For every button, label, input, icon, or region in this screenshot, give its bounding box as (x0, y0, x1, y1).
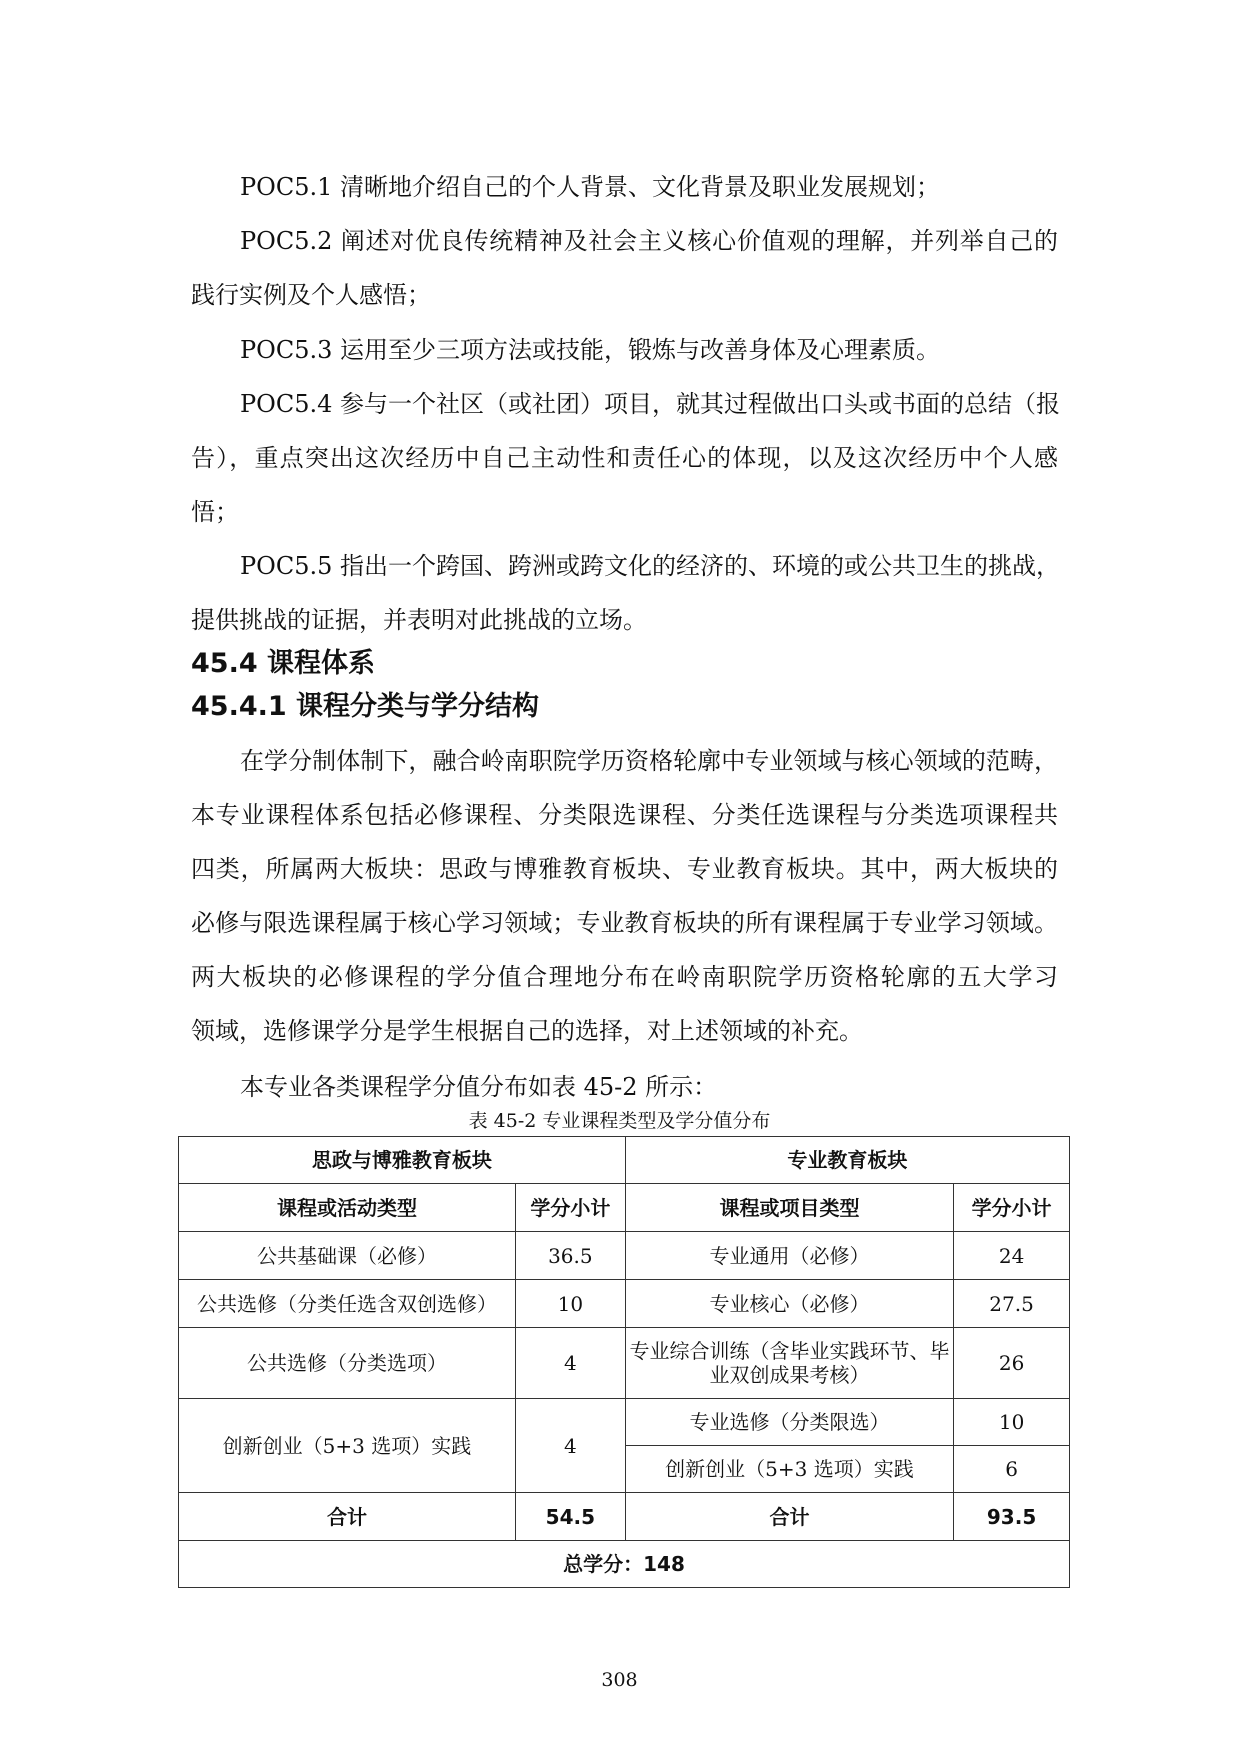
credit: 24 (954, 1232, 1070, 1280)
credit: 10 (954, 1399, 1070, 1446)
credit: 4 (515, 1328, 625, 1399)
credit-table (178, 1136, 1070, 1588)
text-line: 践行实例及个人感悟； (191, 281, 431, 309)
table-row (179, 1280, 1070, 1328)
course-type: 专业选修（分类限选） (625, 1399, 953, 1446)
text-line: 告），重点突出这次经历中自己主动性和责任心的体现，以及这次经历中个人感 (191, 444, 1058, 472)
text-line: POC5.5 指出一个跨国、跨洲或跨文化的经济的、环境的或公共卫生的挑战， (240, 552, 1060, 580)
text-line: POC5.1 清晰地介绍自己的个人背景、文化背景及职业发展规划； (240, 173, 940, 201)
course-type: 专业核心（必修） (625, 1280, 953, 1328)
column-header: 学分小计 (954, 1184, 1070, 1232)
table-caption: 表 45-2 专业课程类型及学分值分布 (468, 1110, 771, 1132)
table-row (179, 1232, 1070, 1280)
text-line: 提供挑战的证据，并表明对此挑战的立场。 (191, 606, 647, 634)
text-line: 四类，所属两大板块：思政与博雅教育板块、专业教育板块。其中，两大板块的 (191, 855, 1058, 883)
credit: 36.5 (515, 1232, 625, 1280)
credit: 26 (954, 1328, 1070, 1399)
text-line: 悟； (191, 498, 239, 526)
column-header: 学分小计 (515, 1184, 625, 1232)
course-type: 专业综合训练（含毕业实践环节、毕业双创成果考核） (625, 1328, 953, 1399)
total-value: 93.5 (954, 1493, 1070, 1541)
total-label: 合计 (179, 1493, 516, 1541)
text-line: 两大板块的必修课程的学分值合理地分布在岭南职院学历资格轮廓的五大学习 (191, 963, 1058, 991)
credit: 10 (515, 1280, 625, 1328)
total-label: 合计 (625, 1493, 953, 1541)
grand-total: 总学分：148 (179, 1541, 1070, 1588)
total-value: 54.5 (515, 1493, 625, 1541)
text-line: POC5.3 运用至少三项方法或技能，锻炼与改善身体及心理素质。 (240, 336, 940, 364)
column-header: 课程或活动类型 (179, 1184, 516, 1232)
page-number: 308 (601, 1669, 638, 1691)
course-type: 公共基础课（必修） (179, 1232, 516, 1280)
text-line: 必修与限选课程属于核心学习领域；专业教育板块的所有课程属于专业学习领域。 (191, 909, 1058, 937)
text-line: 本专业课程体系包括必修课程、分类限选课程、分类任选课程与分类选项课程共 (191, 801, 1058, 829)
subsection-heading: 45.4.1 课程分类与学分结构 (191, 691, 540, 722)
course-type: 创新创业（5+3 选项）实践 (625, 1446, 953, 1493)
column-header: 课程或项目类型 (625, 1184, 953, 1232)
table-row (179, 1399, 1070, 1446)
course-type: 公共选修（分类选项） (179, 1328, 516, 1399)
credit: 4 (515, 1399, 625, 1493)
text-line: POC5.2 阐述对优良传统精神及社会主义核心价值观的理解，并列举自己的 (240, 227, 1058, 255)
text-line: POC5.4 参与一个社区（或社团）项目，就其过程做出口头或书面的总结（报 (240, 390, 1060, 418)
credit: 27.5 (954, 1280, 1070, 1328)
credit: 6 (954, 1446, 1070, 1493)
block-header-right: 专业教育板块 (625, 1137, 1069, 1184)
course-type: 专业通用（必修） (625, 1232, 953, 1280)
text-line: 领域，选修课学分是学生根据自己的选择，对上述领域的补充。 (191, 1017, 863, 1045)
course-type: 公共选修（分类任选含双创选修） (179, 1280, 516, 1328)
block-header-left: 思政与博雅教育板块 (179, 1137, 626, 1184)
table-row (179, 1328, 1070, 1399)
text-line: 在学分制体制下，融合岭南职院学历资格轮廓中专业领域与核心领域的范畴， (240, 747, 1058, 775)
course-type: 创新创业（5+3 选项）实践 (179, 1399, 516, 1493)
total-row (179, 1493, 1070, 1541)
table-intro: 本专业各类课程学分值分布如表 45-2 所示： (240, 1073, 718, 1101)
section-heading: 45.4 课程体系 (191, 648, 376, 679)
